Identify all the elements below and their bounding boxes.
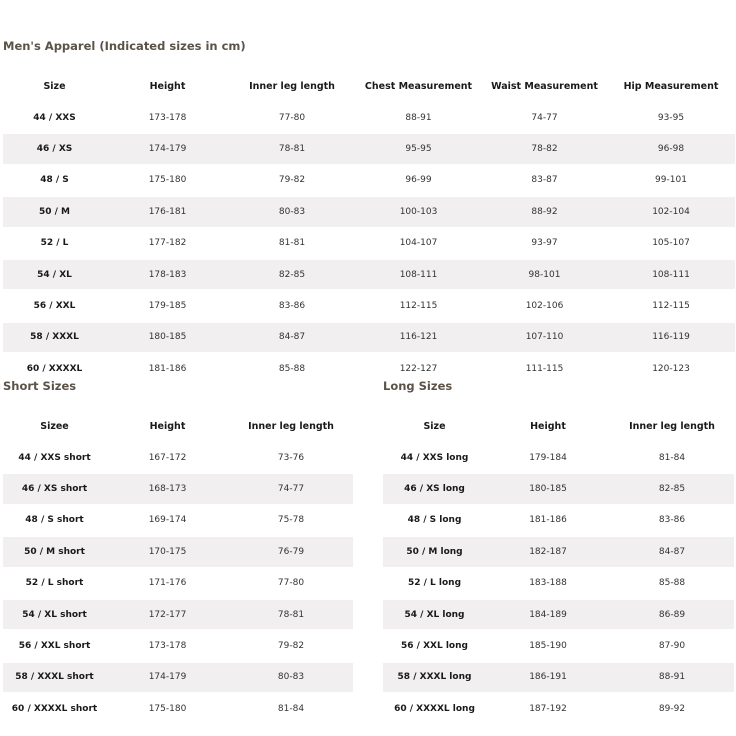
short-size-table — [3, 412, 353, 724]
table-cell: 75-78 — [229, 505, 353, 536]
table-cell: 58 / XXXL short — [3, 662, 106, 693]
table-cell: 180-185 — [106, 322, 229, 353]
table-row — [3, 442, 353, 473]
table-row — [383, 568, 734, 599]
table-cell: 120-123 — [607, 353, 735, 383]
table-cell: 81-81 — [229, 228, 355, 259]
table-cell: 112-115 — [355, 290, 482, 321]
table-row — [3, 599, 353, 630]
table-cell: 102-106 — [482, 290, 607, 321]
column-header: Chest Measurement — [364, 81, 473, 92]
table-cell: 95-95 — [355, 133, 482, 164]
table-cell: 180-185 — [486, 473, 610, 504]
table-row — [383, 536, 734, 567]
table-cell: 122-127 — [355, 353, 482, 383]
table-cell: 44 / XXS — [3, 102, 106, 133]
table-cell: 104-107 — [355, 228, 482, 259]
table-cell: 56 / XXL long — [383, 630, 486, 661]
table-cell: 52 / L — [3, 228, 106, 259]
column-header: Sizee — [40, 421, 69, 432]
table-row — [3, 196, 735, 227]
table-row — [3, 630, 353, 661]
table-cell: 105-107 — [607, 228, 735, 259]
table-cell: 48 / S short — [3, 505, 106, 536]
table-cell: 44 / XXS long — [383, 442, 486, 473]
table-row — [383, 505, 734, 536]
column-header: Waist Measurement — [491, 81, 598, 92]
table-cell: 80-83 — [229, 196, 355, 227]
table-row — [3, 322, 735, 353]
table-row — [3, 259, 735, 290]
table-cell: 175-180 — [106, 693, 229, 723]
table-row — [3, 662, 353, 693]
table-cell: 93-95 — [607, 102, 735, 133]
table-row — [383, 662, 734, 693]
table-row — [3, 693, 353, 723]
table-cell: 54 / XL — [3, 259, 106, 290]
table-cell: 181-186 — [486, 505, 610, 536]
table-cell: 60 / XXXXL short — [3, 693, 106, 723]
table-cell: 175-180 — [106, 165, 229, 196]
table-cell: 48 / S long — [383, 505, 486, 536]
long-sizes-title: Long Sizes — [383, 379, 453, 393]
short-sizes-title: Short Sizes — [3, 379, 77, 393]
table-cell: 96-98 — [607, 133, 735, 164]
column-header: Inner leg length — [248, 421, 334, 432]
table-cell: 81-84 — [610, 442, 734, 473]
table-cell: 172-177 — [106, 599, 229, 630]
table-cell: 177-182 — [106, 228, 229, 259]
table-cell: 50 / M long — [383, 536, 486, 567]
table-row — [383, 693, 734, 723]
table-cell: 46 / XS short — [3, 473, 106, 504]
table-cell: 77-80 — [229, 102, 355, 133]
column-header: Inner leg length — [249, 81, 335, 92]
table-cell: 108-111 — [355, 259, 482, 290]
column-header: Height — [149, 421, 186, 432]
table-cell: 44 / XXS short — [3, 442, 106, 473]
table-row — [383, 442, 734, 473]
table-cell: 111-115 — [482, 353, 607, 383]
table-cell: 82-85 — [229, 259, 355, 290]
table-cell: 182-187 — [486, 536, 610, 567]
table-cell: 116-121 — [355, 322, 482, 353]
table-cell: 84-87 — [229, 322, 355, 353]
table-cell: 50 / M short — [3, 536, 106, 567]
table-cell: 77-80 — [229, 568, 353, 599]
table-cell: 58 / XXXL long — [383, 662, 486, 693]
table-cell: 46 / XS — [3, 133, 106, 164]
main-table-title: Men's Apparel (Indicated sizes in cm) — [3, 39, 246, 53]
table-row — [3, 568, 353, 599]
table-cell: 87-90 — [610, 630, 734, 661]
table-cell: 58 / XXXL — [3, 322, 106, 353]
column-header: Height — [149, 81, 186, 92]
table-cell: 173-178 — [106, 102, 229, 133]
table-cell: 80-83 — [229, 662, 353, 693]
table-cell: 85-88 — [229, 353, 355, 383]
table-row — [3, 228, 735, 259]
table-header-row — [3, 72, 735, 102]
table-cell: 52 / L long — [383, 568, 486, 599]
table-header-row — [383, 412, 734, 442]
table-cell: 185-190 — [486, 630, 610, 661]
table-cell: 179-184 — [486, 442, 610, 473]
column-header: Size — [43, 81, 66, 92]
table-cell: 50 / M — [3, 196, 106, 227]
table-cell: 73-76 — [229, 442, 353, 473]
table-cell: 96-99 — [355, 165, 482, 196]
table-cell: 100-103 — [355, 196, 482, 227]
table-cell: 181-186 — [106, 353, 229, 383]
table-row — [383, 473, 734, 504]
table-cell: 56 / XXL short — [3, 630, 106, 661]
table-cell: 82-85 — [610, 473, 734, 504]
table-cell: 88-92 — [482, 196, 607, 227]
column-header: Hip Measurement — [623, 81, 719, 92]
table-cell: 52 / L short — [3, 568, 106, 599]
main-size-table — [3, 72, 735, 384]
table-cell: 174-179 — [106, 133, 229, 164]
table-cell: 83-87 — [482, 165, 607, 196]
table-cell: 107-110 — [482, 322, 607, 353]
table-cell: 179-185 — [106, 290, 229, 321]
table-cell: 54 / XL long — [383, 599, 486, 630]
table-cell: 46 / XS long — [383, 473, 486, 504]
table-cell: 98-101 — [482, 259, 607, 290]
table-row — [3, 353, 735, 383]
table-cell: 99-101 — [607, 165, 735, 196]
table-cell: 85-88 — [610, 568, 734, 599]
table-cell: 183-188 — [486, 568, 610, 599]
long-size-table — [383, 412, 734, 724]
table-cell: 112-115 — [607, 290, 735, 321]
table-cell: 78-82 — [482, 133, 607, 164]
column-header: Height — [530, 421, 566, 432]
table-header-row — [3, 412, 353, 442]
table-cell: 178-183 — [106, 259, 229, 290]
table-cell: 86-89 — [610, 599, 734, 630]
table-row — [3, 536, 353, 567]
table-cell: 173-178 — [106, 630, 229, 661]
table-cell: 89-92 — [610, 693, 734, 723]
table-cell: 76-79 — [229, 536, 353, 567]
table-cell: 108-111 — [607, 259, 735, 290]
table-row — [3, 473, 353, 504]
table-cell: 184-189 — [486, 599, 610, 630]
table-cell: 78-81 — [229, 599, 353, 630]
table-cell: 60 / XXXXL — [3, 353, 106, 383]
table-cell: 88-91 — [610, 662, 734, 693]
table-cell: 56 / XXL — [3, 290, 106, 321]
table-cell: 79-82 — [229, 165, 355, 196]
table-cell: 102-104 — [607, 196, 735, 227]
table-cell: 54 / XL short — [3, 599, 106, 630]
table-cell: 176-181 — [106, 196, 229, 227]
table-cell: 74-77 — [482, 102, 607, 133]
table-cell: 74-77 — [229, 473, 353, 504]
table-cell: 79-82 — [229, 630, 353, 661]
table-cell: 116-119 — [607, 322, 735, 353]
table-cell: 187-192 — [486, 693, 610, 723]
table-cell: 60 / XXXXL long — [383, 693, 486, 723]
table-row — [3, 102, 735, 133]
table-cell: 83-86 — [610, 505, 734, 536]
table-cell: 171-176 — [106, 568, 229, 599]
table-row — [383, 599, 734, 630]
table-row — [3, 165, 735, 196]
table-row — [3, 133, 735, 164]
table-cell: 168-173 — [106, 473, 229, 504]
table-cell: 170-175 — [106, 536, 229, 567]
table-row — [383, 630, 734, 661]
table-cell: 78-81 — [229, 133, 355, 164]
table-cell: 186-191 — [486, 662, 610, 693]
table-cell: 93-97 — [482, 228, 607, 259]
table-cell: 48 / S — [3, 165, 106, 196]
table-row — [3, 505, 353, 536]
column-header: Size — [423, 421, 446, 432]
table-cell: 167-172 — [106, 442, 229, 473]
table-cell: 81-84 — [229, 693, 353, 723]
table-cell: 84-87 — [610, 536, 734, 567]
table-row — [3, 290, 735, 321]
table-cell: 174-179 — [106, 662, 229, 693]
table-cell: 88-91 — [355, 102, 482, 133]
column-header: Inner leg length — [629, 421, 715, 432]
table-cell: 83-86 — [229, 290, 355, 321]
table-cell: 169-174 — [106, 505, 229, 536]
